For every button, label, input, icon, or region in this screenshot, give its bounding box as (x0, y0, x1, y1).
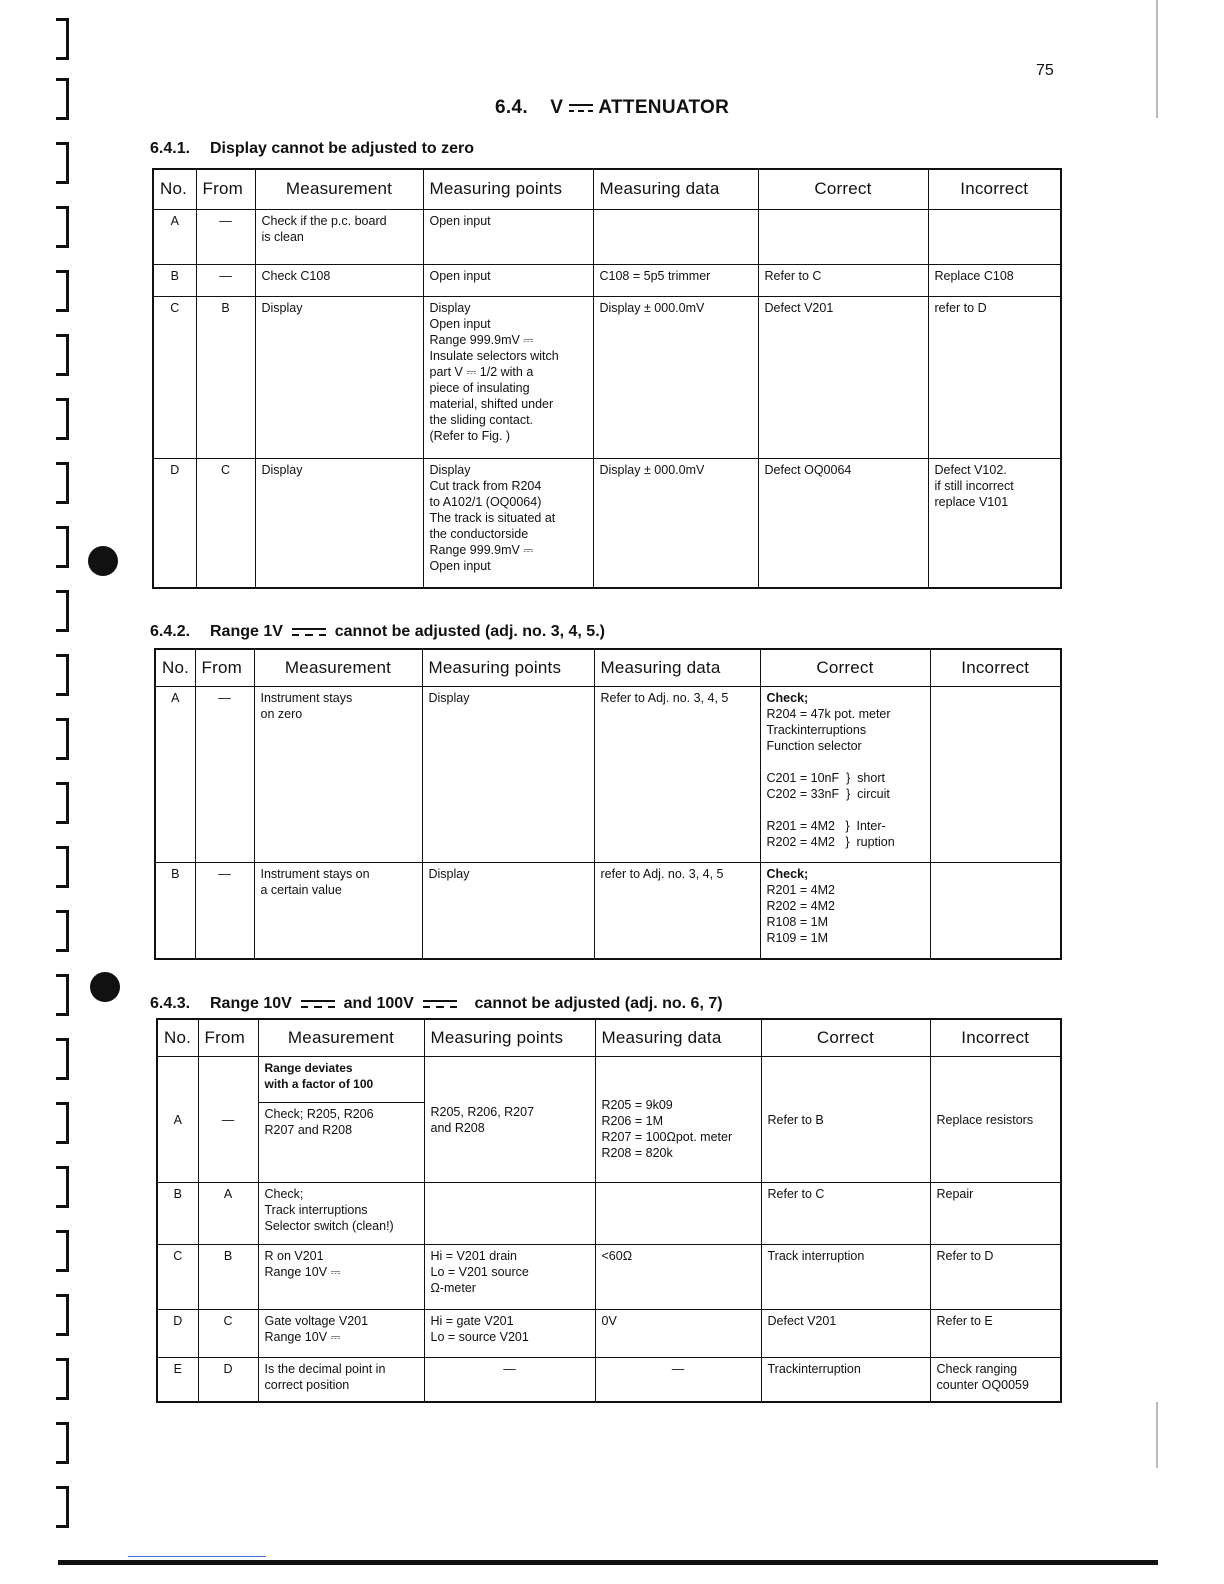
cell-from: — (195, 863, 254, 959)
cell-measuring-points (424, 1183, 595, 1245)
section-number: 6.4.1. (150, 140, 191, 157)
cell-measurement: Is the decimal point in correct position (258, 1358, 424, 1402)
section-title: cannot be adjusted (adj. no. 3, 4, 5.) (334, 623, 605, 640)
header-no: No. (157, 1019, 198, 1057)
cell-measurement: Gate voltage V201 Range 10V ⎓ (258, 1310, 424, 1358)
bottom-rule (58, 1560, 1158, 1565)
cell-correct: Defect OQ0064 (758, 458, 928, 588)
section-title: cannot be adjusted (adj. no. 6, 7) (474, 995, 723, 1012)
cell-no: E (157, 1358, 198, 1402)
cell-correct-heading: Check; (766, 867, 809, 881)
cell-measurement: Check; R205, R206 R207 and R208 (258, 1103, 424, 1183)
table-row (157, 1310, 1061, 1358)
table-row (153, 264, 1061, 296)
cell-no: C (157, 1245, 198, 1310)
cell-incorrect (930, 687, 1061, 863)
cell-measuring-points: R205, R206, R207 and R208 (424, 1057, 595, 1183)
cell-correct (760, 687, 930, 863)
cell-correct: Defect V201 (761, 1310, 930, 1358)
header-measuring-data: Measuring data (593, 169, 758, 209)
troubleshooting-table (156, 1018, 1062, 1403)
header-measuring-points: Measuring points (424, 1019, 595, 1057)
cell-measuring-data: Display ± 000.0mV (593, 296, 758, 458)
cell-no: C (153, 296, 196, 458)
cell-from: B (196, 296, 255, 458)
scan-artifact-line (128, 1556, 266, 1557)
cell-from: — (196, 209, 255, 264)
header-no: No. (155, 649, 195, 687)
header-measuring-points: Measuring points (423, 169, 593, 209)
cell-no: A (155, 687, 195, 863)
cell-incorrect (930, 863, 1061, 959)
cell-no: D (153, 458, 196, 588)
table-row (153, 209, 1061, 264)
cell-from: — (196, 264, 255, 296)
cell-incorrect: Repair (930, 1183, 1061, 1245)
cell-incorrect: Refer to D (930, 1245, 1061, 1310)
cell-measuring-data: refer to Adj. no. 3, 4, 5 (594, 863, 760, 959)
cell-measuring-data: — (595, 1358, 761, 1402)
cell-measuring-data (593, 209, 758, 264)
punch-hole (90, 972, 120, 1002)
header-measuring-data: Measuring data (594, 649, 760, 687)
cell-measuring-points: — (424, 1358, 595, 1402)
header-from: From (195, 649, 254, 687)
cell-measuring-points: Hi = gate V201 Lo = source V201 (424, 1310, 595, 1358)
header-incorrect: Incorrect (930, 1019, 1061, 1057)
table-row (153, 296, 1061, 458)
cell-correct: Defect V201 (758, 296, 928, 458)
section-title: Range 1V (210, 623, 283, 640)
cell-measurement: Check if the p.c. board is clean (255, 209, 423, 264)
header-measurement: Measurement (254, 649, 422, 687)
cell-correct: Track interruption (761, 1245, 930, 1310)
cell-correct-heading: Check; (766, 691, 809, 705)
cell-measuring-data: R205 = 9k09 R206 = 1M R207 = 100Ωpot. meter R208 = 820k (595, 1057, 761, 1183)
troubleshooting-table (154, 648, 1062, 960)
scan-edge-line (1156, 1402, 1158, 1468)
cell-measuring-points: Hi = V201 drain Lo = V201 source Ω-meter (424, 1245, 595, 1310)
cell-no: B (157, 1183, 198, 1245)
table-row (157, 1245, 1061, 1310)
cell-measurement: Instrument stays on zero (254, 687, 422, 863)
header-from: From (196, 169, 255, 209)
cell-measuring-points: Display Cut track from R204 to A102/1 (OQ0064) The track is situated at the conductorside Range 999.9mV ⎓ Open input (423, 458, 593, 588)
cell-measuring-points: Display Open input Range 999.9mV ⎓ Insulate selectors witch part V ⎓ 1/2 with a piece of insulating material, shifted under the sliding contact. (Refer to Fig. ) (423, 296, 593, 458)
header-measurement: Measurement (255, 169, 423, 209)
cell-measurement: Display (255, 458, 423, 588)
table-row (155, 863, 1061, 959)
cell-no: B (155, 863, 195, 959)
cell-from: A (198, 1183, 258, 1245)
cell-incorrect: Replace resistors (930, 1057, 1061, 1183)
cell-correct (760, 863, 930, 959)
table-row (157, 1358, 1061, 1402)
cell-from: C (198, 1310, 258, 1358)
title-label: V (550, 97, 564, 118)
header-no: No. (153, 169, 196, 209)
cell-incorrect: Refer to E (930, 1310, 1061, 1358)
table-row (157, 1057, 1061, 1103)
table-row (155, 687, 1061, 863)
cell-incorrect (928, 209, 1061, 264)
header-from: From (198, 1019, 258, 1057)
cell-measuring-data: <60Ω (595, 1245, 761, 1310)
table-row (153, 458, 1061, 588)
cell-measuring-points: Display (422, 687, 594, 863)
cell-no: D (157, 1310, 198, 1358)
section-title: Display cannot be adjusted to zero (210, 140, 475, 157)
cell-correct-text: R204 = 47k pot. meter Trackinterruptions Function selector C201 = 10nF } short C202 = 33nF } circuit R201 = 4M2 } Inter- R202 = 4M2 } ruption (766, 707, 895, 849)
title-suffix: ATTENUATOR (598, 97, 730, 118)
cell-no: A (157, 1057, 198, 1183)
troubleshooting-table (152, 168, 1062, 589)
section-heading (150, 995, 723, 1013)
cell-measurement-heading: Range deviates with a factor of 100 (258, 1057, 424, 1103)
dc-symbol-icon (301, 999, 335, 1009)
header-measurement: Measurement (258, 1019, 424, 1057)
cell-measuring-data: 0V (595, 1310, 761, 1358)
cell-from: — (198, 1057, 258, 1183)
section-title: and 100V (343, 995, 414, 1012)
header-measuring-points: Measuring points (422, 649, 594, 687)
cell-measuring-data: Refer to Adj. no. 3, 4, 5 (594, 687, 760, 863)
title-number: 6.4. (495, 97, 528, 118)
page-title (495, 97, 729, 119)
cell-from: — (195, 687, 254, 863)
section-heading (150, 623, 605, 641)
cell-measuring-points: Display (422, 863, 594, 959)
cell-measurement: Check C108 (255, 264, 423, 296)
cell-measurement: Display (255, 296, 423, 458)
page-number: 75 (1036, 62, 1054, 79)
cell-correct (758, 209, 928, 264)
scan-edge-line (1156, 0, 1158, 118)
dc-symbol-icon (569, 103, 593, 113)
cell-correct-text: R201 = 4M2 R202 = 4M2 R108 = 1M R109 = 1M (766, 883, 835, 945)
punch-hole (88, 546, 118, 576)
cell-incorrect: Defect V102. if still incorrect replace V101 (928, 458, 1061, 588)
cell-correct: Refer to C (758, 264, 928, 296)
cell-from: D (198, 1358, 258, 1402)
section-heading (150, 140, 474, 158)
dc-symbol-icon (292, 627, 326, 637)
cell-measurement: Instrument stays on a certain value (254, 863, 422, 959)
cell-incorrect: refer to D (928, 296, 1061, 458)
cell-correct: Refer to C (761, 1183, 930, 1245)
header-incorrect: Incorrect (930, 649, 1061, 687)
cell-from: B (198, 1245, 258, 1310)
section-title: Range 10V (210, 995, 292, 1012)
header-correct: Correct (758, 169, 928, 209)
header-correct: Correct (760, 649, 930, 687)
section-number: 6.4.3. (150, 995, 191, 1012)
cell-no: A (153, 209, 196, 264)
cell-measurement: Check; Track interruptions Selector switch (clean!) (258, 1183, 424, 1245)
cell-measuring-points: Open input (423, 264, 593, 296)
cell-measurement: R on V201 Range 10V ⎓ (258, 1245, 424, 1310)
cell-correct: Refer to B (761, 1057, 930, 1183)
header-incorrect: Incorrect (928, 169, 1061, 209)
cell-measuring-data: C108 = 5p5 trimmer (593, 264, 758, 296)
header-correct: Correct (761, 1019, 930, 1057)
cell-no: B (153, 264, 196, 296)
cell-incorrect: Replace C108 (928, 264, 1061, 296)
dc-symbol-icon (423, 999, 457, 1009)
cell-measuring-data (595, 1183, 761, 1245)
section-number: 6.4.2. (150, 623, 191, 640)
cell-incorrect: Check ranging counter OQ0059 (930, 1358, 1061, 1402)
cell-measuring-points: Open input (423, 209, 593, 264)
header-measuring-data: Measuring data (595, 1019, 761, 1057)
table-row (157, 1183, 1061, 1245)
cell-correct: Trackinterruption (761, 1358, 930, 1402)
cell-from: C (196, 458, 255, 588)
cell-measuring-data: Display ± 000.0mV (593, 458, 758, 588)
